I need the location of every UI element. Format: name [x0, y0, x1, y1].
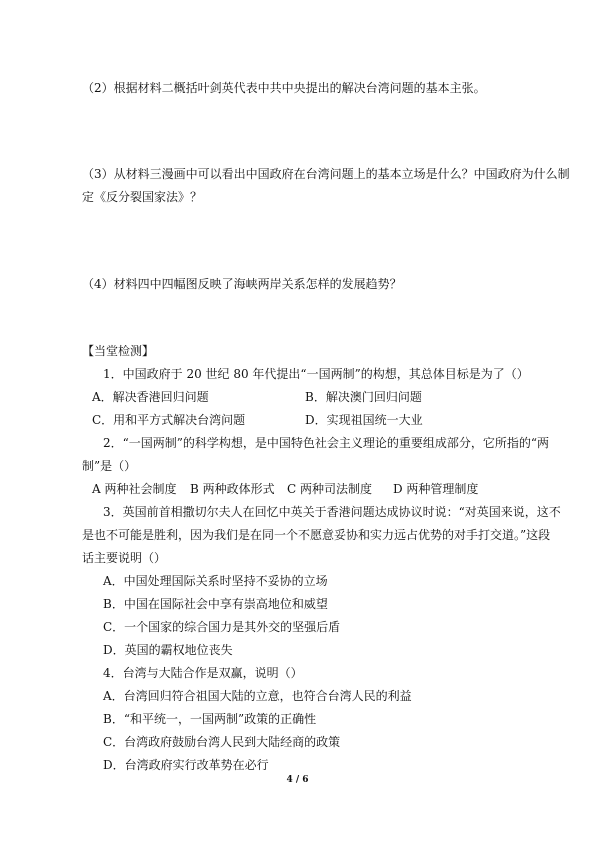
- mc-q3-stem-line-2: 是也不可能是胜利，因为我们是在同一个不愿意妥协和实力远占优势的对手打交道。”这段: [82, 528, 551, 542]
- mc-q4-option-c: C．台湾政府鼓励台湾人民到大陆经商的政策: [103, 735, 341, 749]
- question-3-line-2: 定《反分裂国家法》？: [82, 190, 203, 204]
- mc-q1-option-a: A．解决香港回归问题: [92, 390, 209, 404]
- mc-q4-option-a: A．台湾回归符合祖国大陆的立意，也符合台湾人民的利益: [103, 689, 412, 703]
- question-4: （4）材料四中四幅图反映了海峡两岸关系怎样的发展趋势？: [82, 277, 402, 291]
- mc-q2-option-d: D 两种管理制度: [393, 482, 479, 496]
- mc-q2-stem-line-2: 制”是（）: [82, 459, 137, 473]
- question-2: （2）根据材料二概括叶剑英代表中共中央提出的解决台湾问题的基本主张。: [82, 81, 486, 95]
- mc-q1-option-b: B．解决澳门回归问题: [305, 390, 422, 404]
- section-title: 【当堂检测】: [82, 344, 155, 358]
- mc-q2-stem-line-1: 2．“一国两制”的科学构想，是中国特色社会主义理论的重要组成部分，它所指的“两: [103, 436, 550, 450]
- mc-q1-option-c: C．用和平方式解决台湾问题: [92, 413, 246, 427]
- mc-q4-option-d: D．台湾政府实行改革势在必行: [103, 758, 269, 772]
- mc-q1-option-d: D．实现祖国统一大业: [305, 413, 423, 427]
- mc-q4-option-b: B．“和平统一，一国两制”政策的正确性: [103, 712, 317, 726]
- page-number: 4 / 6: [286, 775, 309, 785]
- mc-q3-option-c: C．一个国家的综合国力是其外交的坚强后盾: [103, 620, 341, 634]
- mc-q2-option-a: A 两种社会制度: [92, 482, 177, 496]
- mc-q3-option-b: B．中国在国际社会中享有崇高地位和威望: [103, 597, 328, 611]
- mc-q3-stem-line-1: 3．英国前首相撒切尔夫人在回忆中英关于香港问题达成协议时说：“对英国来说，这不: [103, 505, 561, 519]
- mc-q1-stem: 1．中国政府于 20 世纪 80 年代提出“一国两制”的构想，其总体目标是为了（）: [103, 367, 529, 381]
- mc-q3-option-a: A．中国处理国际关系时坚持不妥协的立场: [103, 574, 328, 588]
- question-3-line-1: （3）从材料三漫画中可以看出中国政府在台湾问题上的基本立场是什么？中国政府为什么制: [82, 167, 570, 181]
- mc-q3-stem-line-3: 话主要说明（）: [82, 551, 167, 565]
- mc-q2-option-b: B 两种政体形式: [190, 482, 275, 496]
- mc-q4-stem: 4．台湾与大陆合作是双赢，说明（）: [103, 666, 303, 680]
- mc-q3-option-d: D．英国的霸权地位丧失: [103, 643, 233, 657]
- mc-q2-option-c: C 两种司法制度: [287, 482, 372, 496]
